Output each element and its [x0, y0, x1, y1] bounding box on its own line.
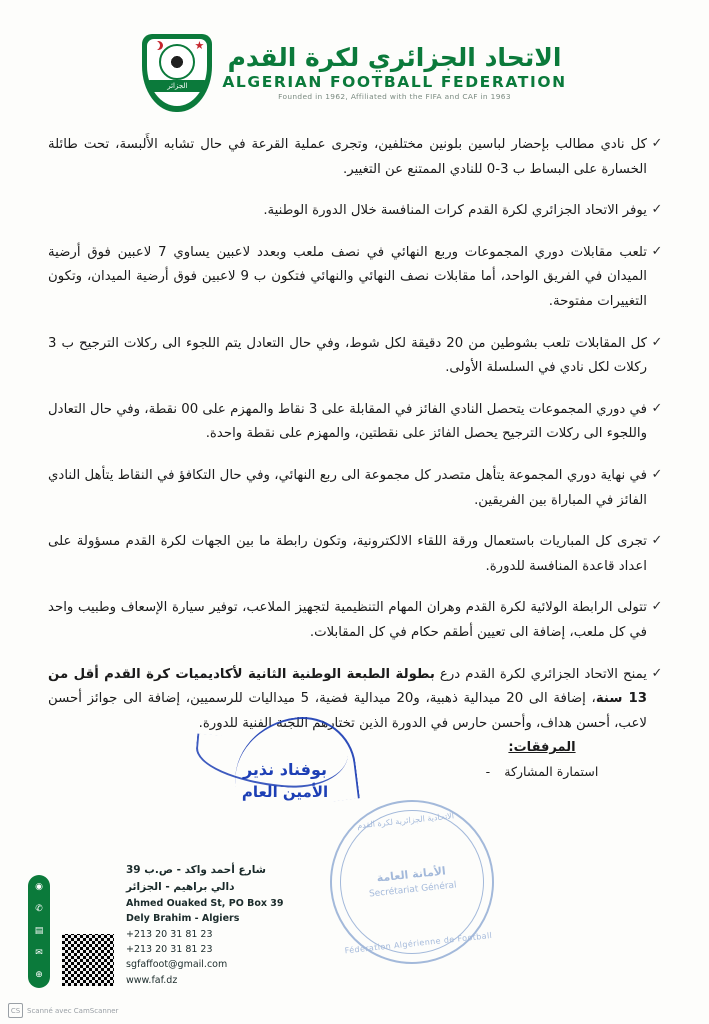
check-icon: ✓ [651, 466, 663, 482]
signatory-role: الأمين العام [241, 783, 329, 801]
stamp-center-sub: Secrétariat Général [368, 879, 457, 900]
address-en-line2: Dely Brahim - Algiers [126, 913, 240, 925]
clause-text: كل نادي مطالب بإحضار لباسين بلونين مختلفين، وتجرى عملية القرعة في حال تشابه الأَلبسة، تحت طائلة الخسارة على البساط ب 3-0 للنادي الممتنع عن التغيير. [48, 137, 647, 177]
federation-title-ar: الاتحاد الجزائري لكرة القدم [227, 42, 562, 72]
camscanner-text: Scanné avec CamScanner [27, 1006, 119, 1015]
dash-marker: - [485, 764, 491, 779]
list-item [42, 530, 667, 579]
clause-text: في نهاية دوري المجموعة يتأهل متصدر كل مجموعة الى ربع النهائي، وفي حال التكافؤ في النقاط يتأهل النادي الفائز في المباراة بين الفريقين. [48, 467, 647, 508]
attachment-item [417, 764, 667, 779]
clause-text: كل المقابلات تلعب بشوطين من 20 دقيقة لكل شوط، وفي حال التعادل يتم اللجوء الى ركلات الترجيح ب 3 ركلات لكل نادي في السلسلة الأولى. [48, 335, 647, 376]
check-icon: ✓ [651, 599, 663, 615]
wordmark [222, 42, 567, 102]
federation-subtitle: Founded in 1962, Affiliated with the FIFA and CAF in 1963 [278, 92, 511, 102]
letterhead [0, 34, 709, 112]
list-item [42, 241, 667, 315]
signatory-name: بوفناد نذير [242, 760, 328, 779]
check-icon: ✓ [651, 202, 663, 218]
location-icon: ◉ [35, 882, 43, 892]
clause-text: في دوري المجموعات يتحصل النادي الفائز في المقابلة على 3 نقاط والمهزم على 00 نقطة، وفي حال التعادل واللجوء الى ركلات الترجيح يحصل الفائز على نقطتين، والمهزم على نقطة واحدة. [48, 401, 648, 442]
fax-icon: ▤ [34, 926, 44, 936]
check-icon: ✓ [651, 400, 663, 416]
clause-text-bold: بطولة الطبعة الوطنية الثانية لأكاديميات كرة القدم أقل من 13 سنة [48, 666, 648, 707]
contact-icon-bar [28, 875, 50, 988]
clause-text: يوفر الاتحاد الجزائري لكرة القدم كرات المنافسة خلال الدورة الوطنية. [263, 203, 647, 219]
clause-text-rich [42, 663, 647, 737]
phone-2: +213 20 31 81 23 [126, 943, 213, 955]
letter-footer [0, 848, 709, 1024]
globe-icon: ⊕ [35, 970, 43, 980]
stamp-center-main: الأمانة العامة [376, 864, 447, 885]
attachments-title: المرفقات: [508, 740, 576, 755]
footer-address [126, 862, 284, 988]
address-ar-line2: دالي براهيم - الجزائر [126, 880, 235, 893]
clause-text: تتولى الرابطة الولائية لكرة القدم وهران المهام التنظيمية لتجهيز الملاعب، توفير سيارة الإسعاف وطبيب واحد في كل ملعب، إضافة الى تعيين أطقم حكام في كل المقابلات. [48, 600, 647, 640]
mail-icon: ✉ [35, 948, 43, 958]
list-item [42, 464, 667, 513]
list-item [42, 596, 667, 645]
website-url[interactable]: www.faf.dz [126, 974, 178, 986]
qr-code-icon [62, 934, 114, 986]
stamp-bottom-text: Fédération Algérienne de Football [344, 930, 493, 956]
camscanner-watermark [8, 1003, 118, 1018]
check-icon: ✓ [651, 243, 663, 259]
clauses-list [42, 133, 667, 753]
camscanner-badge: CS [8, 1003, 23, 1018]
list-item [42, 133, 667, 182]
address-en-line1: Ahmed Ouaked St, PO Box 39 [126, 897, 284, 909]
address-ar-line1: شارع أحمد واكد - ص.ب 39 [126, 863, 266, 876]
faf-logo-icon [142, 34, 212, 112]
phone-icon: ✆ [35, 904, 43, 914]
attachments-block [417, 740, 667, 779]
list-item [42, 398, 667, 447]
star-icon: ★ [194, 39, 205, 52]
phone-1: +213 20 31 81 23 [126, 928, 213, 940]
clause-text-tail: ، إضافة الى 20 ميدالية ذهبية، و20 ميدالية فضية، 5 ميداليات للرسميين، إضافة الى جوائز أحسن لاعب، أحسن هداف، وأحسن حارس في الدورة الذين تختارهم اللجنة الفنية للدورة. [48, 691, 647, 731]
list-item [42, 332, 667, 381]
list-item [42, 199, 667, 224]
footer-contact-group [28, 862, 284, 988]
list-item-highlighted [42, 663, 667, 737]
check-icon: ✓ [651, 533, 663, 549]
email-address[interactable]: sgfaffoot@gmail.com [126, 959, 228, 971]
check-icon: ✓ [651, 665, 663, 681]
check-icon: ✓ [651, 334, 663, 350]
clause-text-lead: يمنح الاتحاد الجزائري لكرة القدم درع [434, 666, 647, 682]
signature-block [155, 760, 415, 801]
attachment-label: استمارة المشاركة [504, 764, 599, 779]
stamp-top-text: الاتحادية الجزائرية لكرة القدم [356, 811, 455, 831]
check-icon: ✓ [651, 136, 663, 151]
clause-text: تجرى كل المباريات باستعمال ورقة اللقاء الالكترونية، وتكون رابطة ما بين الجهات لكرة القدم مسؤولة على اعداد قاعدة المنافسة للدورة. [48, 534, 647, 574]
clause-text: تلعب مقابلات دوري المجموعات وربع النهائي في نصف ملعب وبعدد لاعبين يساوي 7 لاعبين فوق أرضية الميدان في الفريق الواحد، أما مقابلات نصف النهائي والنهائي فتكون ب 9 لاعبين فوق أرضية الميدان، وتكون التغييرات مفتوحة. [48, 244, 647, 309]
federation-title-en: ALGERIAN FOOTBALL FEDERATION [222, 73, 567, 92]
logo-band-label: الجزائر [167, 82, 188, 90]
